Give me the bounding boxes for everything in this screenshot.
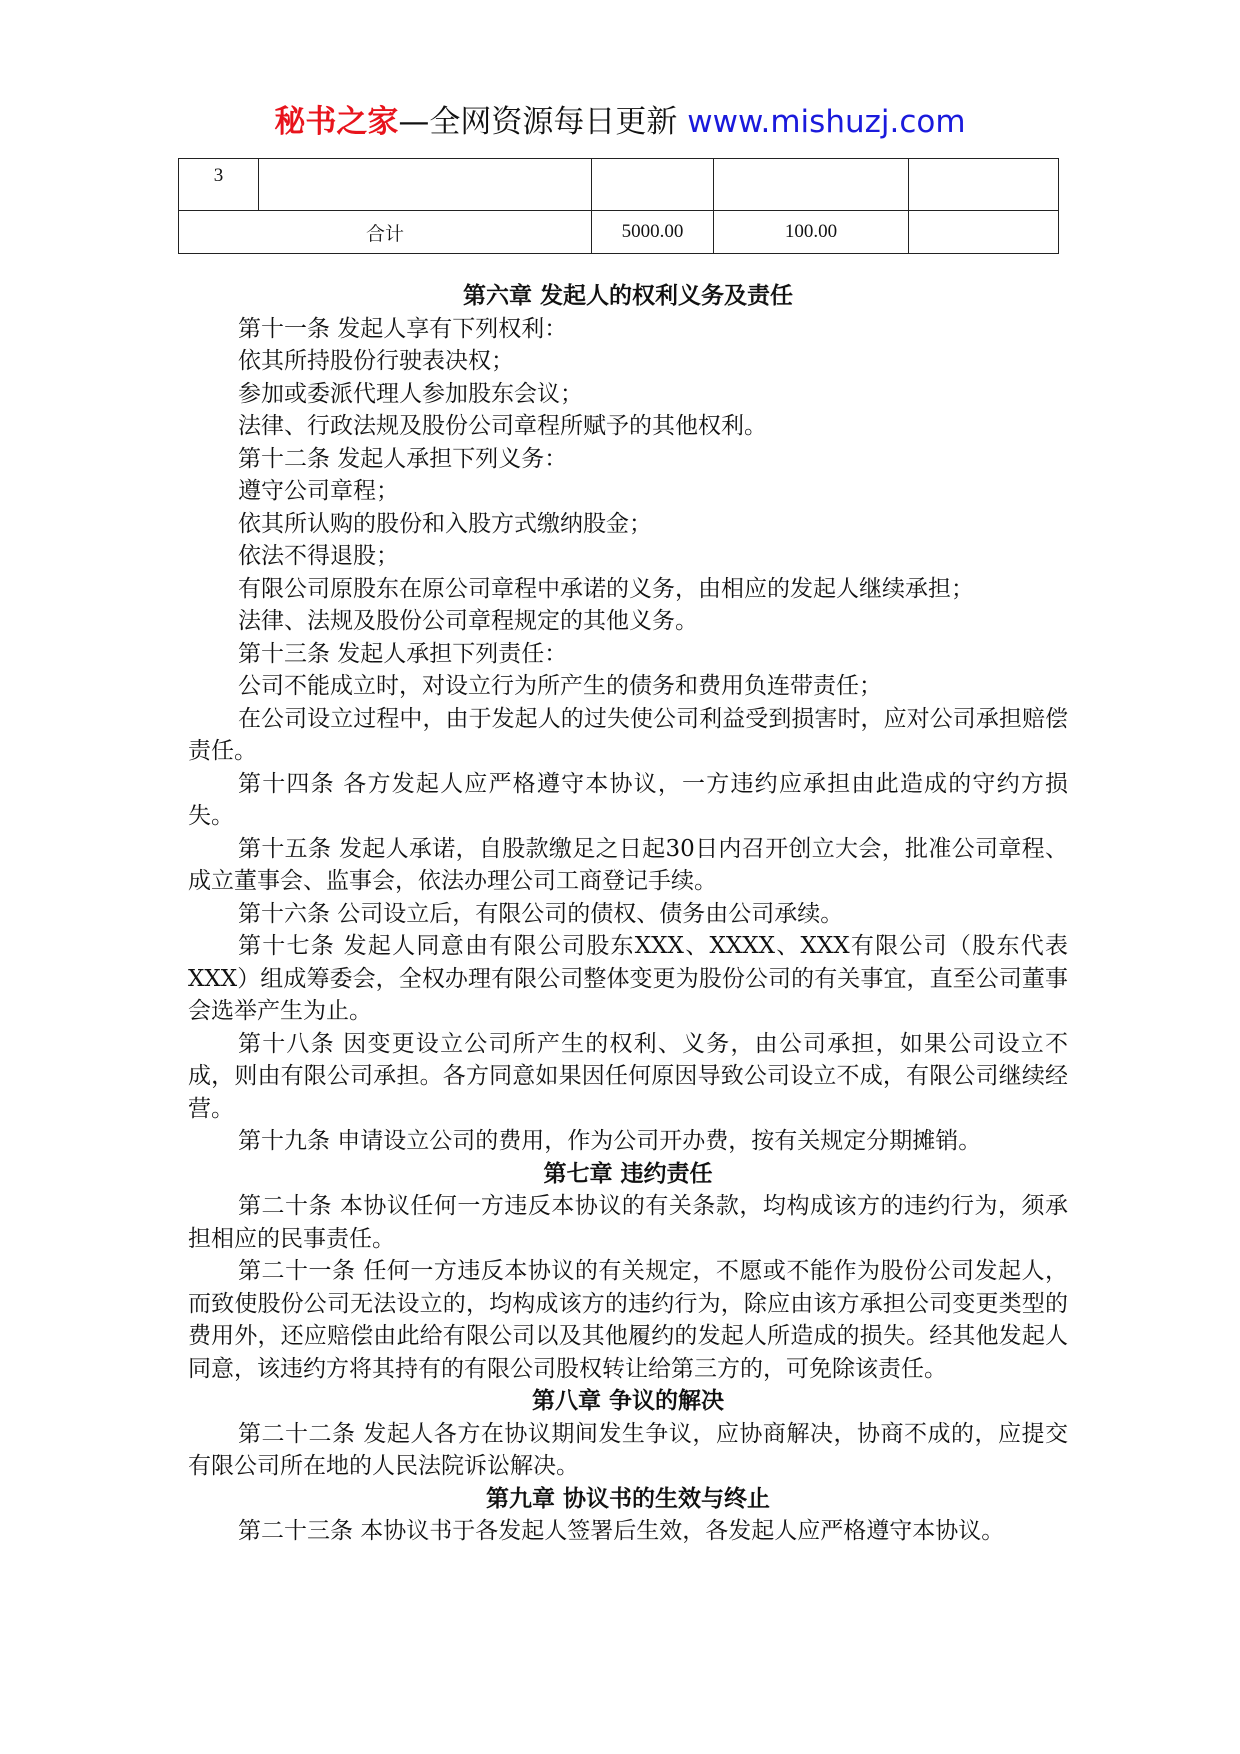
right-item: 法律、行政法规及股份公司章程所赋予的其他权利。 [238, 413, 767, 439]
table-cell-note [909, 159, 1059, 211]
table-cell-amount [592, 159, 714, 211]
site-url[interactable]: www.mishuzj.com [687, 104, 966, 140]
article-20: 第二十条 本协议任何一方违反本协议的有关条款，均构成该方的违约行为，须承担相应的民事责任。 [188, 1193, 1068, 1252]
right-item: 参加或委派代理人参加股东会议； [238, 380, 583, 407]
duty-item: 遵守公司章程； [238, 478, 399, 504]
table-row [179, 159, 1059, 211]
table-cell-percent [714, 159, 909, 211]
chapter-6-title: 第六章 发起人的权利义务及责任 [462, 283, 793, 309]
total-note [909, 211, 1059, 254]
total-percent: 100.00 [714, 211, 909, 254]
liability-item: 在公司设立过程中，由于发起人的过失使公司利益受到损害时，应对公司承担赔偿责任。 [188, 705, 1068, 764]
liability-item: 公司不能成立时，对设立行为所产生的债务和费用负连带责任； [238, 673, 882, 699]
site-slogan: —全网资源每日更新 [398, 104, 688, 140]
right-item: 依其所持股份行驶表决权； [238, 348, 514, 374]
chapter-9-title: 第九章 协议书的生效与终止 [485, 1485, 770, 1512]
duty-item: 法律、法规及股份公司章程规定的其他义务。 [238, 608, 698, 634]
article-16: 第十六条 公司设立后，有限公司的债权、债务由公司承续。 [238, 900, 844, 927]
table-total-row [179, 211, 1059, 254]
duty-item: 依法不得退股； [238, 543, 399, 569]
site-brand: 秘书之家 [274, 104, 399, 140]
shareholder-table [178, 158, 1059, 254]
document-body [188, 280, 1068, 1548]
article-23: 第二十三条 本协议书于各发起人签署后生效，各发起人应严格遵守本协议。 [238, 1518, 1005, 1544]
article-22: 第二十二条 发起人各方在协议期间发生争议，应协商解决，协商不成的，应提交有限公司所在地的人民法院诉讼解决。 [188, 1420, 1068, 1479]
duty-item: 有限公司原股东在原公司章程中承诺的义务，由相应的发起人继续承担； [238, 575, 974, 602]
article-18: 第十八条 因变更设立公司所产生的权利、义务，由公司承担，如果公司设立不成，则由有限公司承担。各方同意如果因任何原因导致公司设立不成，有限公司继续经营。 [188, 1030, 1068, 1122]
article-12: 第十二条 发起人承担下列义务： [238, 445, 568, 472]
article-14: 第十四条 各方发起人应严格遵守本协议，一方违约应承担由此造成的守约方损失。 [188, 770, 1068, 829]
article-19: 第十九条 申请设立公司的费用，作为公司开办费，按有关规定分期摊销。 [238, 1128, 982, 1154]
duty-item: 依其所认购的股份和入股方式缴纳股金； [238, 510, 652, 537]
total-label: 合计 [179, 211, 592, 254]
table-cell-name [259, 159, 592, 211]
site-header [0, 100, 1240, 144]
chapter-7-title: 第七章 违约责任 [543, 1160, 713, 1187]
article-15: 第十五条 发起人承诺，自股款缴足之日起30日内召开创立大会，批准公司章程、成立董事会、监事会，依法办理公司工商登记手续。 [188, 835, 1068, 894]
table-cell-index: 3 [179, 159, 259, 211]
article-13: 第十三条 发起人承担下列责任： [238, 640, 568, 667]
article-21: 第二十一条 任何一方违反本协议的有关规定，不愿或不能作为股份公司发起人，而致使股份公司无法设立的，均构成该方的违约行为，除应由该方承担公司变更类型的费用外，还应赔偿由此给有限公司以及其他履约的发起人所造成的损失。经其他发起人同意，该违约方将其持有的有限公司股权转让给第三方的，可免除该责任。 [188, 1258, 1068, 1382]
chapter-8-title: 第八章 争议的解决 [531, 1388, 724, 1414]
total-amount: 5000.00 [592, 211, 714, 254]
article-11: 第十一条 发起人享有下列权利： [238, 315, 568, 342]
article-17: 第十七条 发起人同意由有限公司股东XXX、XXXX、XXX有限公司（股东代表XXX）组成筹委会，全权办理有限公司整体变更为股份公司的有关事宜，直至公司董事会选举产生为止。 [188, 933, 1068, 1024]
